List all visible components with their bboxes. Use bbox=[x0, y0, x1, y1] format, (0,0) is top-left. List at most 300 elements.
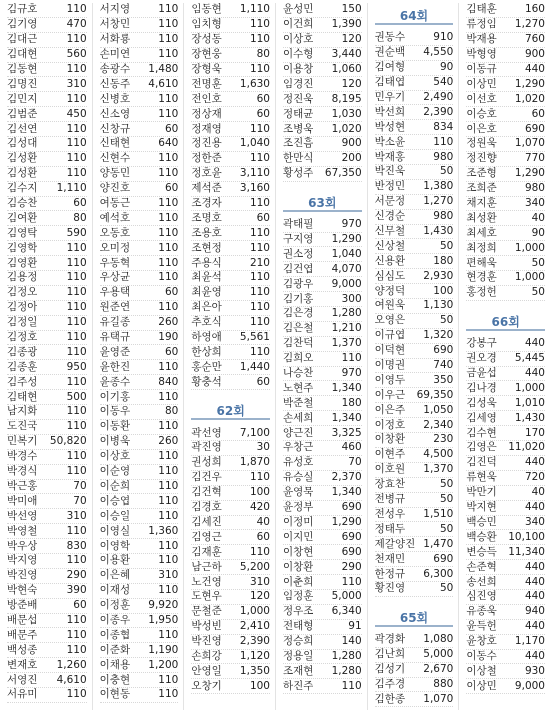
item-name: 이종협 bbox=[99, 628, 131, 641]
item-name: 오창기 bbox=[191, 679, 222, 692]
list-item bbox=[466, 352, 545, 367]
item-name: 손세희 bbox=[282, 411, 314, 424]
list-item bbox=[100, 435, 179, 450]
item-amount: 70 bbox=[348, 456, 362, 469]
item-amount: 110 bbox=[66, 63, 87, 75]
list-item bbox=[466, 197, 545, 212]
item-amount: 1,110 bbox=[56, 182, 87, 195]
item-amount: 690 bbox=[524, 122, 545, 135]
item-name: 류현욱 bbox=[466, 471, 497, 484]
item-amount: 110 bbox=[66, 167, 87, 180]
item-name: 편해욱 bbox=[466, 256, 497, 269]
list-item bbox=[191, 152, 270, 167]
item-name: 박지현 bbox=[466, 501, 497, 514]
item-amount: 110 bbox=[66, 137, 87, 150]
item-name: 김희오 bbox=[282, 352, 314, 365]
item-name: 김명진 bbox=[7, 77, 38, 90]
list-item bbox=[100, 614, 179, 629]
item-name: 김성대 bbox=[7, 137, 38, 150]
item-amount: 110 bbox=[249, 545, 270, 558]
item-name: 정진용 bbox=[191, 137, 222, 150]
list-item bbox=[283, 352, 362, 367]
list-item bbox=[283, 441, 362, 456]
list-item bbox=[7, 271, 87, 286]
list-item bbox=[100, 688, 179, 703]
item-name: 한정규 bbox=[374, 567, 406, 580]
item-name: 정태두 bbox=[374, 522, 406, 535]
item-amount: 110 bbox=[66, 420, 87, 433]
item-amount: 760 bbox=[524, 33, 545, 46]
item-amount: 110 bbox=[66, 3, 87, 16]
list-item bbox=[283, 486, 362, 501]
list-item bbox=[7, 286, 87, 301]
item-name: 이상민 bbox=[466, 77, 497, 90]
item-name: 이은혜 bbox=[99, 569, 131, 582]
list-item bbox=[375, 552, 454, 567]
item-amount: 4,550 bbox=[423, 46, 454, 59]
item-amount: 90 bbox=[531, 226, 545, 239]
item-name: 이창현 bbox=[282, 545, 314, 558]
item-name: 박만기 bbox=[466, 486, 497, 499]
item-amount: 2,390 bbox=[239, 635, 270, 648]
item-name: 신동주 bbox=[99, 77, 131, 90]
item-amount: 50 bbox=[439, 478, 454, 491]
list-item bbox=[7, 92, 87, 107]
item-amount: 1,260 bbox=[56, 658, 87, 671]
item-name: 현경훈 bbox=[466, 271, 497, 284]
list-item bbox=[100, 628, 179, 643]
list-item bbox=[283, 107, 362, 122]
item-amount: 110 bbox=[66, 613, 87, 626]
item-amount: 1,350 bbox=[239, 664, 270, 677]
list-item bbox=[466, 381, 545, 396]
item-name: 전인호 bbox=[191, 92, 222, 105]
list-item bbox=[283, 337, 362, 352]
item-amount: 110 bbox=[66, 301, 87, 314]
item-name: 백성종 bbox=[7, 643, 38, 656]
list-item bbox=[375, 448, 454, 463]
item-amount: 1,290 bbox=[514, 167, 545, 180]
item-name: 조준형 bbox=[466, 167, 497, 180]
list-item bbox=[100, 584, 179, 599]
list-item bbox=[191, 360, 270, 375]
item-name: 박미애 bbox=[7, 494, 38, 507]
item-name: 김성욱 bbox=[466, 396, 497, 409]
item-name: 김정일 bbox=[7, 316, 38, 329]
list-item bbox=[100, 137, 179, 152]
item-amount: 1,360 bbox=[148, 524, 179, 537]
item-name: 이상민 bbox=[466, 679, 497, 692]
item-amount: 110 bbox=[158, 152, 179, 165]
item-amount: 690 bbox=[433, 344, 454, 357]
item-name: 하진주 bbox=[282, 679, 314, 692]
list-item bbox=[100, 316, 179, 331]
item-amount: 940 bbox=[524, 605, 545, 618]
item-amount: 290 bbox=[66, 569, 87, 582]
section-header: 64회 bbox=[375, 3, 454, 25]
list-item bbox=[191, 286, 270, 301]
list-item bbox=[466, 337, 545, 352]
list-item bbox=[191, 590, 270, 605]
item-amount: 1,870 bbox=[239, 456, 270, 469]
list-item bbox=[191, 516, 270, 531]
list-item bbox=[466, 441, 545, 456]
list-item bbox=[191, 241, 270, 256]
item-name: 김여형 bbox=[374, 61, 406, 74]
item-amount: 460 bbox=[341, 441, 362, 454]
item-name: 윤성민 bbox=[282, 3, 314, 16]
list-item bbox=[375, 493, 454, 508]
item-amount: 900 bbox=[524, 48, 545, 61]
item-amount: 5,000 bbox=[331, 590, 362, 603]
item-amount: 160 bbox=[524, 3, 545, 16]
list-item bbox=[283, 48, 362, 63]
item-name: 정호윤 bbox=[191, 167, 222, 180]
item-name: 이병욱 bbox=[99, 435, 131, 448]
item-amount: 40 bbox=[256, 515, 270, 528]
list-item bbox=[100, 554, 179, 569]
item-amount: 70 bbox=[73, 494, 87, 507]
list-item bbox=[191, 650, 270, 665]
item-name: 변재호 bbox=[7, 658, 38, 671]
item-name: 김대현 bbox=[7, 48, 38, 61]
item-name: 정상재 bbox=[191, 107, 222, 120]
list-item bbox=[375, 359, 454, 374]
list-item bbox=[283, 367, 362, 382]
item-name: 이순희 bbox=[99, 479, 131, 492]
list-item bbox=[100, 494, 179, 509]
item-name: 도진국 bbox=[7, 420, 38, 433]
item-name: 반정민 bbox=[374, 180, 406, 193]
item-amount: 910 bbox=[433, 31, 454, 44]
item-amount: 110 bbox=[249, 197, 270, 210]
item-name: 변승득 bbox=[466, 545, 497, 558]
list-item bbox=[466, 530, 545, 545]
item-amount: 1,040 bbox=[331, 247, 362, 260]
item-amount: 1,270 bbox=[514, 18, 545, 31]
item-amount: 110 bbox=[158, 494, 179, 507]
item-amount: 60 bbox=[256, 92, 270, 105]
item-name: 김나경 bbox=[466, 381, 497, 394]
item-name: 이명권 bbox=[374, 359, 406, 372]
item-amount: 230 bbox=[433, 433, 454, 446]
item-name: 정원욱 bbox=[466, 137, 497, 150]
item-name: 권순백 bbox=[374, 46, 406, 59]
item-amount: 110 bbox=[66, 554, 87, 567]
item-amount: 834 bbox=[433, 120, 454, 133]
item-amount: 110 bbox=[158, 197, 179, 210]
item-amount: 110 bbox=[66, 450, 87, 463]
list-item bbox=[191, 167, 270, 182]
item-amount: 69,350 bbox=[416, 388, 454, 401]
list-item bbox=[100, 77, 179, 92]
item-name: 황충석 bbox=[191, 375, 222, 388]
item-amount: 690 bbox=[341, 545, 362, 558]
list-item bbox=[191, 605, 270, 620]
list-item bbox=[283, 218, 362, 233]
list-item bbox=[283, 277, 362, 292]
list-item bbox=[191, 345, 270, 360]
list-column bbox=[92, 3, 184, 710]
item-name: 백승환 bbox=[466, 530, 497, 543]
item-name: 박성현 bbox=[374, 120, 406, 133]
item-name: 구지영 bbox=[282, 233, 314, 246]
item-amount: 7,100 bbox=[239, 426, 270, 439]
list-item bbox=[466, 545, 545, 560]
item-amount: 150 bbox=[341, 3, 362, 16]
item-name: 김영탁 bbox=[7, 226, 38, 239]
item-amount: 200 bbox=[341, 152, 362, 165]
item-name: 홍순만 bbox=[191, 360, 222, 373]
list-item bbox=[191, 620, 270, 635]
item-amount: 1,000 bbox=[239, 605, 270, 618]
list-item bbox=[375, 180, 454, 195]
list-item bbox=[283, 664, 362, 679]
list-item bbox=[466, 107, 545, 122]
item-amount: 1,290 bbox=[331, 233, 362, 246]
item-amount: 210 bbox=[249, 256, 270, 269]
item-name: 임정훈 bbox=[282, 590, 314, 603]
item-name: 서유미 bbox=[7, 688, 38, 701]
item-amount: 1,340 bbox=[331, 411, 362, 424]
item-amount: 1,070 bbox=[514, 137, 545, 150]
list-item bbox=[100, 271, 179, 286]
item-amount: 440 bbox=[524, 560, 545, 573]
list-item bbox=[466, 411, 545, 426]
item-amount: 120 bbox=[249, 590, 270, 603]
list-item bbox=[466, 241, 545, 256]
item-name: 여원욱 bbox=[374, 299, 406, 312]
list-item bbox=[283, 471, 362, 486]
list-item bbox=[375, 76, 454, 91]
list-item bbox=[466, 679, 545, 694]
item-amount: 2,490 bbox=[423, 91, 454, 103]
item-name: 박진영 bbox=[191, 635, 222, 648]
item-amount: 110 bbox=[158, 450, 179, 463]
item-amount: 1,380 bbox=[423, 180, 454, 193]
item-amount: 690 bbox=[341, 530, 362, 543]
list-item bbox=[283, 292, 362, 307]
item-amount: 4,610 bbox=[56, 673, 87, 686]
item-amount: 60 bbox=[164, 286, 179, 299]
list-item bbox=[191, 375, 270, 390]
list-item bbox=[375, 582, 454, 597]
item-name: 전성우 bbox=[374, 507, 406, 520]
item-amount: 110 bbox=[66, 122, 87, 135]
list-item bbox=[100, 92, 179, 107]
item-amount: 440 bbox=[524, 337, 545, 350]
list-item bbox=[191, 575, 270, 590]
item-amount: 300 bbox=[341, 292, 362, 305]
item-name: 김주성 bbox=[7, 375, 38, 388]
item-name: 윤득헌 bbox=[466, 620, 497, 633]
list-item bbox=[7, 33, 87, 48]
item-amount: 1,480 bbox=[148, 63, 179, 75]
item-amount: 110 bbox=[249, 316, 270, 329]
list-item bbox=[7, 241, 87, 256]
item-amount: 110 bbox=[66, 375, 87, 388]
item-name: 양동민 bbox=[99, 167, 131, 180]
item-amount: 110 bbox=[158, 301, 179, 314]
list-item bbox=[283, 92, 362, 107]
list-item bbox=[191, 18, 270, 33]
list-item bbox=[100, 197, 179, 212]
list-item bbox=[283, 545, 362, 560]
list-item bbox=[7, 628, 87, 643]
list-item bbox=[7, 345, 87, 360]
list-item bbox=[100, 182, 179, 197]
list-item bbox=[466, 48, 545, 63]
item-amount: 60 bbox=[164, 182, 179, 195]
item-amount: 110 bbox=[66, 241, 87, 254]
item-name: 이창환 bbox=[282, 560, 314, 573]
list-item bbox=[100, 420, 179, 435]
list-item bbox=[7, 152, 87, 167]
item-name: 신상철 bbox=[374, 239, 406, 252]
item-amount: 1,010 bbox=[514, 396, 545, 409]
list-item bbox=[466, 620, 545, 635]
item-amount: 1,190 bbox=[148, 643, 179, 656]
list-item bbox=[283, 233, 362, 248]
list-item bbox=[7, 122, 87, 137]
item-name: 백승민 bbox=[466, 515, 497, 528]
item-amount: 310 bbox=[158, 569, 179, 582]
item-name: 나승찬 bbox=[282, 367, 314, 380]
list-item bbox=[7, 599, 87, 614]
list-item bbox=[375, 403, 454, 418]
item-amount: 120 bbox=[341, 33, 362, 46]
item-amount: 100 bbox=[249, 486, 270, 499]
item-amount: 60 bbox=[164, 122, 179, 135]
list-item bbox=[7, 18, 87, 33]
item-amount: 590 bbox=[66, 226, 87, 239]
item-name: 신현수 bbox=[99, 152, 131, 165]
list-item bbox=[283, 426, 362, 441]
item-amount: 110 bbox=[158, 673, 179, 686]
item-name: 이동수 bbox=[466, 649, 497, 662]
item-name: 이정훈 bbox=[99, 599, 131, 612]
list-item bbox=[466, 650, 545, 665]
item-name: 김수현 bbox=[466, 426, 497, 439]
item-name: 한만식 bbox=[282, 152, 314, 165]
item-name: 김대근 bbox=[7, 33, 38, 46]
item-amount: 110 bbox=[249, 471, 270, 484]
item-amount: 440 bbox=[524, 367, 545, 380]
item-amount: 1,340 bbox=[331, 381, 362, 394]
item-name: 채지훈 bbox=[466, 197, 497, 210]
list-item bbox=[466, 226, 545, 241]
item-amount: 1,430 bbox=[514, 411, 545, 424]
item-name: 장형욱 bbox=[191, 63, 222, 75]
list-item bbox=[466, 182, 545, 197]
item-name: 김찬덕 bbox=[282, 337, 314, 350]
list-item bbox=[191, 33, 270, 48]
item-amount: 770 bbox=[524, 152, 545, 165]
item-name: 서영진 bbox=[7, 673, 38, 686]
list-item bbox=[283, 63, 362, 78]
item-amount: 30 bbox=[256, 441, 270, 454]
list-item bbox=[283, 77, 362, 92]
list-item bbox=[466, 635, 545, 650]
list-item bbox=[375, 648, 454, 663]
item-amount: 1,290 bbox=[514, 77, 545, 90]
list-item bbox=[283, 33, 362, 48]
item-amount: 1,270 bbox=[423, 195, 454, 208]
item-amount: 420 bbox=[249, 501, 270, 514]
item-amount: 110 bbox=[158, 360, 179, 373]
item-amount: 50 bbox=[439, 582, 454, 595]
item-name: 이동환 bbox=[99, 420, 131, 433]
item-name: 추호식 bbox=[191, 316, 222, 329]
list-item bbox=[100, 539, 179, 554]
item-name: 정우조 bbox=[282, 605, 314, 618]
item-amount: 740 bbox=[433, 359, 454, 372]
item-amount: 1,120 bbox=[239, 649, 270, 662]
list-item bbox=[375, 537, 454, 552]
item-name: 이호원 bbox=[374, 463, 406, 476]
list-item bbox=[191, 3, 270, 18]
item-name: 김규호 bbox=[7, 3, 38, 16]
item-amount: 110 bbox=[158, 18, 179, 31]
item-amount: 450 bbox=[66, 107, 87, 120]
item-name: 양진호 bbox=[99, 182, 131, 195]
section-header: 66회 bbox=[466, 309, 545, 331]
item-name: 배문섭 bbox=[7, 613, 38, 626]
item-name: 정재영 bbox=[191, 122, 222, 135]
item-amount: 390 bbox=[66, 584, 87, 597]
item-name: 최윤석 bbox=[191, 271, 222, 284]
list-item bbox=[100, 33, 179, 48]
item-amount: 110 bbox=[66, 33, 87, 46]
item-amount: 1,110 bbox=[239, 3, 270, 16]
item-amount: 110 bbox=[158, 107, 179, 120]
item-amount: 1,950 bbox=[148, 613, 179, 626]
item-name: 제석준 bbox=[191, 182, 222, 195]
list-item bbox=[7, 167, 87, 182]
list-item bbox=[466, 211, 545, 226]
item-amount: 1,080 bbox=[423, 633, 454, 646]
item-name: 황성주 bbox=[282, 167, 314, 180]
item-name: 이기홍 bbox=[99, 390, 131, 403]
item-name: 윤한진 bbox=[99, 360, 131, 373]
item-name: 조경자 bbox=[191, 197, 222, 210]
item-amount: 350 bbox=[433, 373, 454, 386]
list-item bbox=[191, 426, 270, 441]
list-item bbox=[7, 226, 87, 241]
list-item bbox=[7, 673, 87, 688]
list-item bbox=[466, 92, 545, 107]
list-item bbox=[100, 286, 179, 301]
list-item bbox=[375, 165, 454, 180]
item-amount: 110 bbox=[158, 167, 179, 180]
list-item bbox=[375, 663, 454, 678]
item-amount: 1,340 bbox=[331, 486, 362, 499]
item-amount: 950 bbox=[66, 360, 87, 373]
item-amount: 830 bbox=[66, 539, 87, 552]
item-name: 손희강 bbox=[191, 649, 222, 662]
item-amount: 690 bbox=[341, 501, 362, 514]
list-item bbox=[191, 197, 270, 212]
item-name: 이은주 bbox=[374, 403, 406, 416]
list-item bbox=[375, 478, 454, 493]
item-amount: 3,110 bbox=[239, 167, 270, 180]
item-name: 이우근 bbox=[374, 388, 406, 401]
item-name: 전명훈 bbox=[191, 77, 222, 90]
item-name: 김한종 bbox=[374, 692, 406, 705]
list-item bbox=[191, 316, 270, 331]
list-item bbox=[375, 522, 454, 537]
item-name: 박경수 bbox=[7, 450, 38, 463]
